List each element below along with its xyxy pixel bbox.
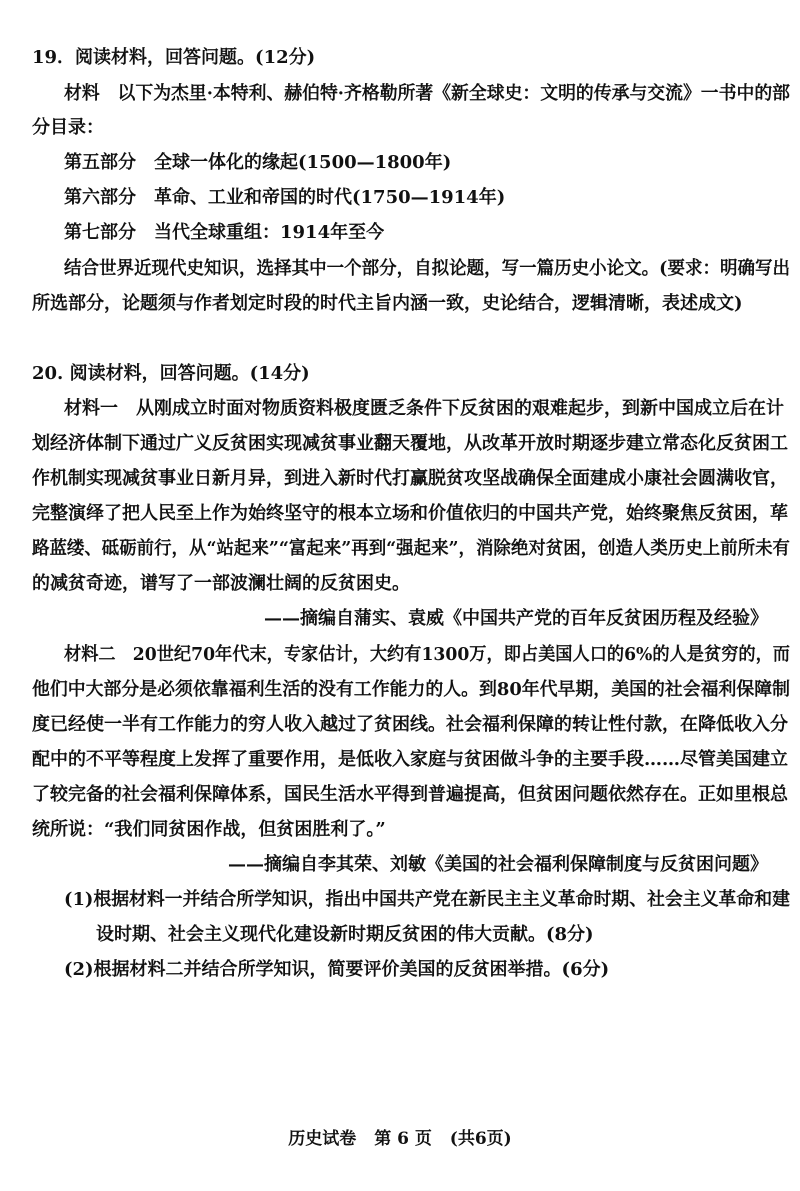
footer-page-number: 第 6 页 xyxy=(374,1129,432,1149)
q20-material1-line1: 从刚成立时面对物质资料极度匮乏条件下反贫困的艰难起步，到新中国成立后在计 xyxy=(136,398,784,419)
q20-material2-line1: 20世纪70年代末，专家估计，大约有1300万，即占美国人口的6%的人是贫穷的，而 xyxy=(132,644,791,665)
q20-material1-line4: 完整演绎了把人民至上作为始终坚守的根本立场和价值依归的中国共产党，始终聚焦反贫困，荜 xyxy=(32,503,788,524)
q20-question1-line2: 设时期、社会主义现代化建设新时期反贫困的伟大贡献。(8分) xyxy=(96,924,594,945)
q20-material1-first xyxy=(64,397,784,421)
q20-material2-line5: 了较完备的社会福利保障体系，国民生活水平得到普遍提高，但贫困问题依然存在。正如里根总 xyxy=(32,784,788,805)
q20-material2-line2: 他们中大部分是必须依靠福利生活的没有工作能力的人。到80年代早期，美国的社会福利保障制 xyxy=(32,679,790,700)
q20-material2-line3: 度已经使一半有工作能力的穷人收入越过了贫困线。社会福利保障的转让性付款，在降低收入分 xyxy=(32,714,788,735)
q19-part-5-title: 全球一体化的缘起(1500—1800年) xyxy=(154,152,452,173)
page-footer xyxy=(0,1124,800,1149)
q19-material-label: 材料 xyxy=(64,83,100,104)
q19-part-7-title: 当代全球重组：1914年至今 xyxy=(154,222,385,243)
q19-part-6-name: 第六部分 xyxy=(64,187,136,208)
q19-material-line2: 分目录： xyxy=(32,117,104,138)
q19-part-6-title: 革命、工业和帝国的时代(1750—1914年) xyxy=(154,187,506,208)
q20-material1-line6: 的减贫奇迹，谱写了一部波澜壮阔的反贫困史。 xyxy=(32,573,410,594)
q20-material2-source: ——摘编自李其荣、刘敏《美国的社会福利保障制度与反贫困问题》 xyxy=(228,854,768,875)
q20-material2-line6: 统所说：“我们同贫困作战，但贫困胜利了。” xyxy=(32,819,386,840)
q20-material2-first xyxy=(64,643,790,667)
footer-total-pages: (共6页) xyxy=(449,1129,512,1149)
q20-material2-line4: 配中的不平等程度上发挥了重要作用，是低收入家庭与贫困做斗争的主要手段……尽管美国建立 xyxy=(32,749,788,770)
q19-title: 19．阅读材料，回答问题。(12分) xyxy=(32,47,316,68)
q19-part-6 xyxy=(64,186,505,210)
q20-material1-line3: 作机制实现减贫事业日新月异，到进入新时代打赢脱贫攻坚战确保全面建成小康社会圆满收官， xyxy=(32,468,788,489)
q20-material1-label: 材料一 xyxy=(64,398,118,419)
q19-part-7-name: 第七部分 xyxy=(64,222,136,243)
q20-question2: (2)根据材料二并结合所学知识，简要评价美国的反贫困举措。(6分) xyxy=(64,959,610,980)
q19-material-line1: 以下为杰里·本特利、赫伯特·齐格勒所著《新全球史：文明的传承与交流》一书中的部 xyxy=(117,83,790,104)
q19-task-line2: 所选部分，论题须与作者划定时段的时代主旨内涵一致，史论结合，逻辑清晰，表述成文) xyxy=(32,293,743,314)
q19-part-5 xyxy=(64,151,451,175)
q20-question1-line1: (1)根据材料一并结合所学知识，指出中国共产党在新民主主义革命时期、社会主义革命和建 xyxy=(64,889,790,910)
q20-material1-line5: 路蓝缕、砥砺前行，从“站起来”“富起来”再到“强起来”，消除绝对贫困，创造人类历史上前所未有 xyxy=(32,538,790,559)
q20-material2-label: 材料二 xyxy=(64,644,116,665)
q19-material xyxy=(64,82,790,106)
q19-part-5-name: 第五部分 xyxy=(64,152,136,173)
q19-task-line1: 结合世界近现代史知识，选择其中一个部分，自拟论题，写一篇历史小论文。(要求：明确写出 xyxy=(64,258,790,279)
q20-title: 20. 阅读材料，回答问题。(14分) xyxy=(32,363,310,384)
q20-material1-line2: 划经济体制下通过广义反贫困实现减贫事业翻天覆地，从改革开放时期逐步建立常态化反贫困工 xyxy=(32,433,788,454)
q20-material1-source: ——摘编自蒲实、袁威《中国共产党的百年反贫困历程及经验》 xyxy=(264,608,768,629)
footer-subject: 历史试卷 xyxy=(288,1129,357,1149)
q19-part-7 xyxy=(64,221,384,245)
